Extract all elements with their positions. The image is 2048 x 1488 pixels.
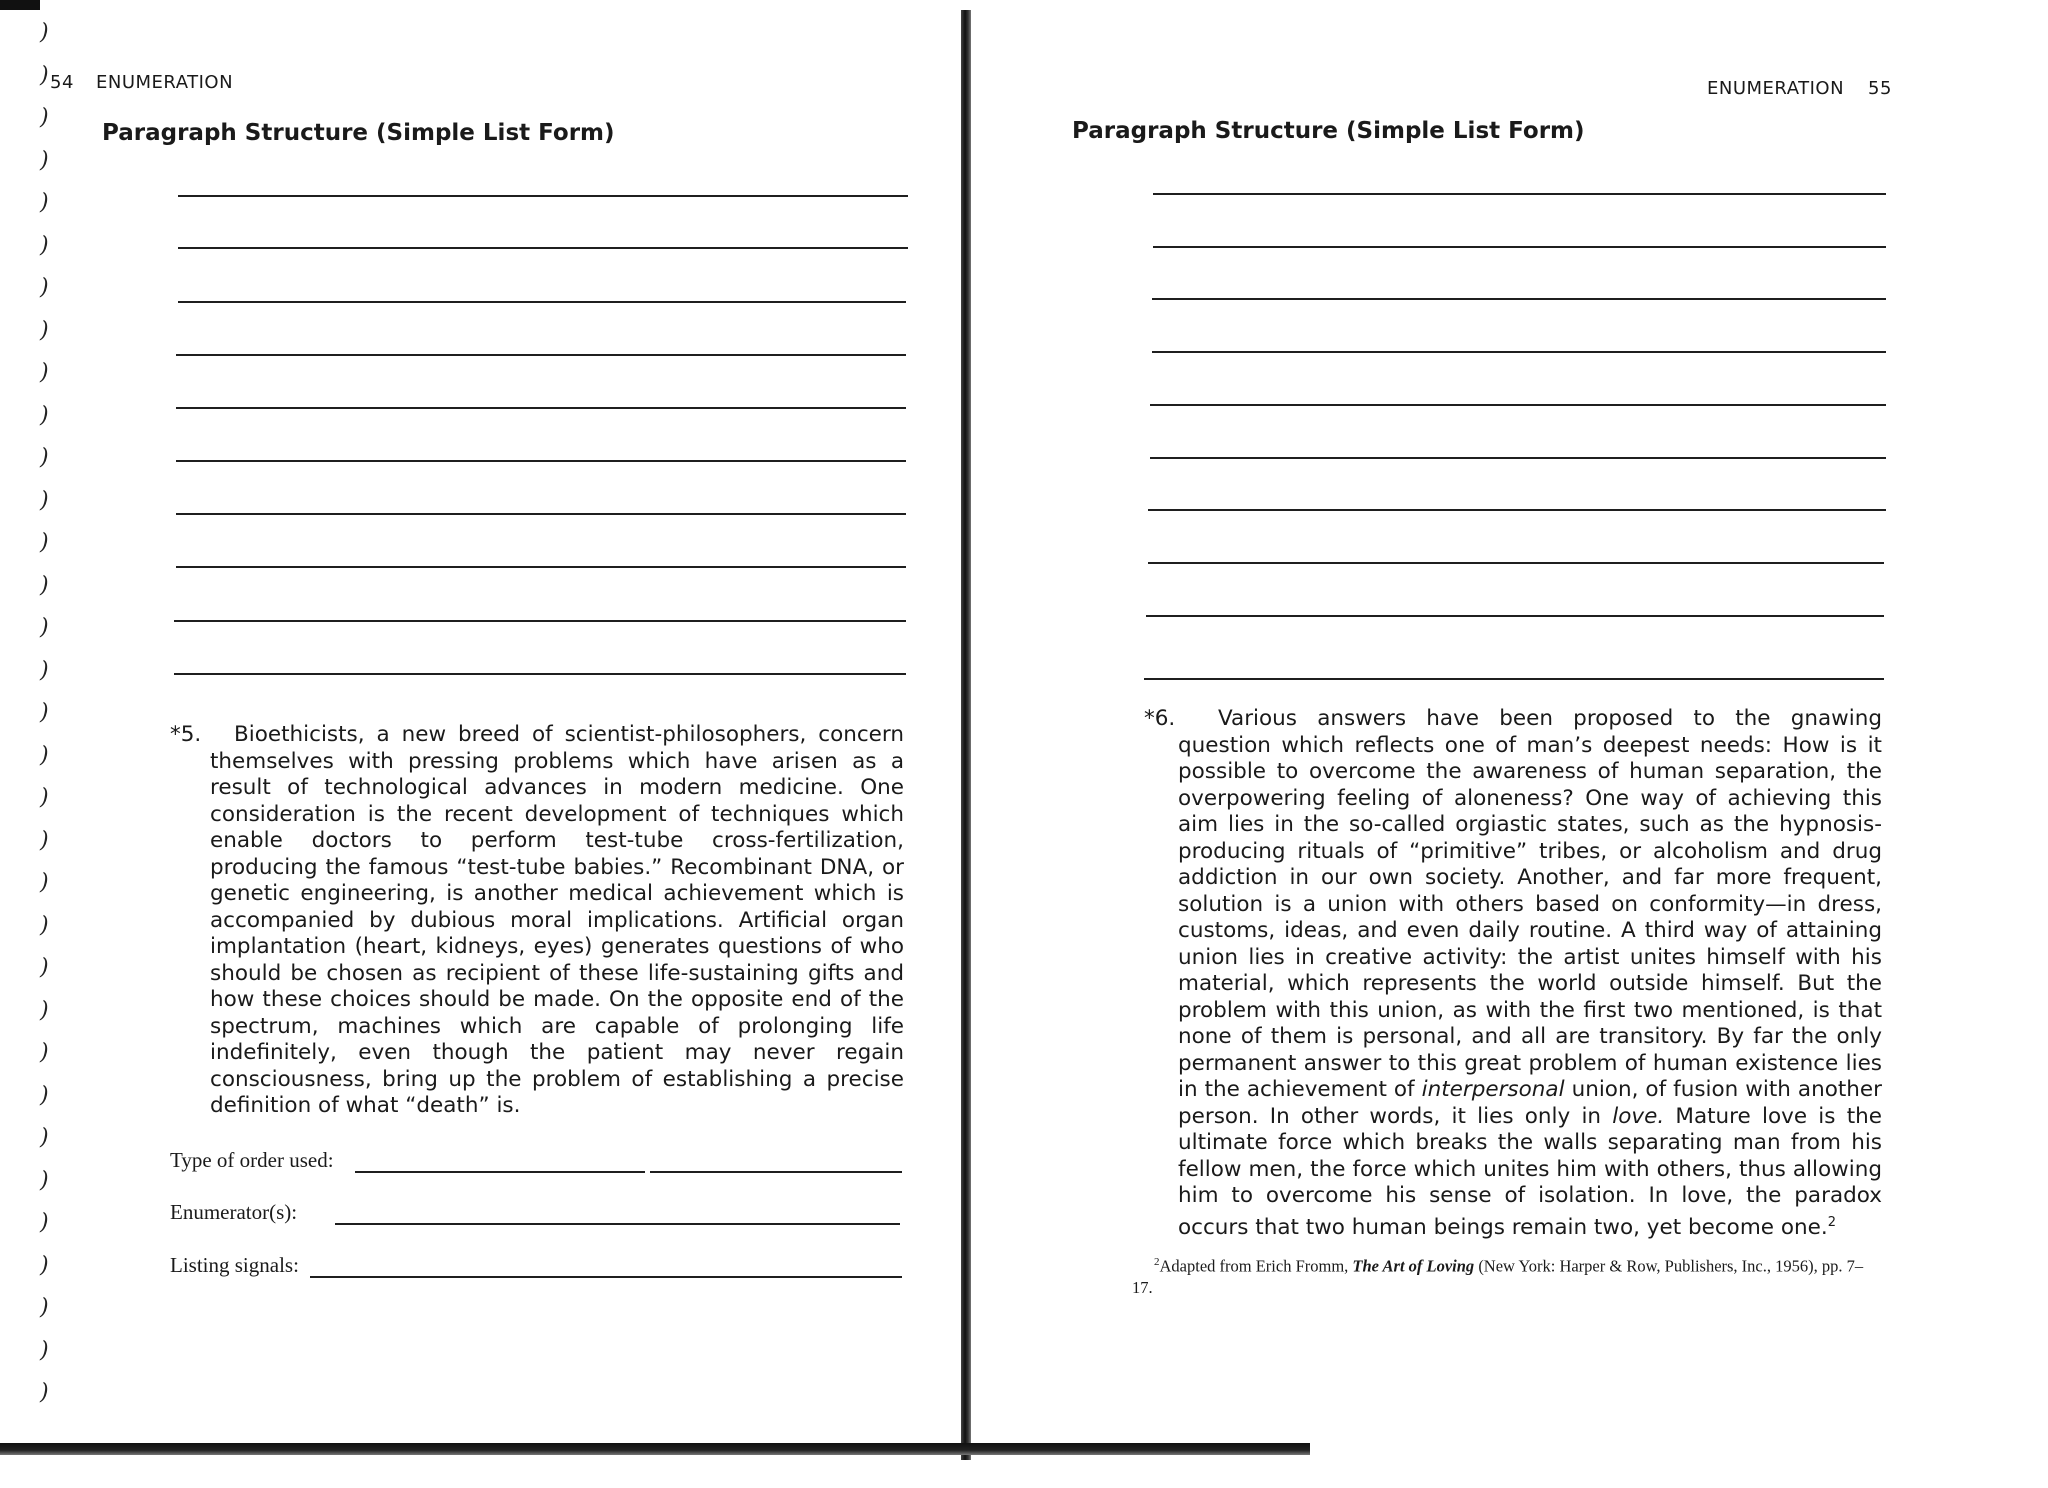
blank-line xyxy=(174,620,906,622)
scan-corner-mark xyxy=(0,0,40,10)
binding-mark: ) xyxy=(40,1295,49,1320)
binding-mark: ) xyxy=(40,1252,49,1278)
binding-mark: ) xyxy=(40,530,49,555)
blank-line xyxy=(176,566,906,568)
enumerator-field-line[interactable] xyxy=(335,1223,900,1225)
order-field-line[interactable] xyxy=(355,1171,645,1173)
enumerator-field-label: Enumerator(s): xyxy=(170,1200,298,1224)
binding-mark: ) xyxy=(40,955,49,980)
blank-line xyxy=(1152,298,1886,300)
binding-mark: ) xyxy=(40,190,49,215)
footnote-text: (New York: Harper & Row, Publishers, Inc., 1956), pp. 7–17. xyxy=(1132,1256,1864,1297)
binding-mark: ) xyxy=(40,402,49,428)
binding-mark: ) xyxy=(40,1082,49,1108)
binding-mark: ) xyxy=(40,1125,49,1150)
binding-mark: ) xyxy=(40,317,49,343)
right-section-heading: Paragraph Structure (Simple List Form) xyxy=(1072,118,1585,144)
binding-mark: ) xyxy=(40,742,49,768)
exercise-text-part: Mature love is the ultimate force which breaks the walls separating man from his fellow men, the force which unites him with others, thus allowing him to overcome his sense of isolation. In love, the paradox occurs that two human beings remain two, yet become one. xyxy=(1178,1103,1882,1240)
right-running-head: ENUMERATION xyxy=(1707,78,1845,99)
exercise-6 xyxy=(1144,706,1882,1241)
binding-mark: ) xyxy=(40,1337,49,1363)
binding-mark: ) xyxy=(40,1040,49,1065)
binding-mark: ) xyxy=(40,785,49,810)
order-field-label: Type of order used: xyxy=(170,1148,334,1172)
blank-line xyxy=(1150,404,1886,406)
exercise-italic-term: love. xyxy=(1612,1103,1665,1129)
signals-field-line[interactable] xyxy=(310,1276,902,1278)
footnote-book-title: The Art of Loving xyxy=(1352,1256,1475,1276)
exercise-number: *5. xyxy=(170,722,202,747)
blank-line xyxy=(176,513,906,515)
blank-line xyxy=(178,247,908,249)
binding-mark: ) xyxy=(40,700,49,725)
exercise-text: Bioethicists, a new breed of scientist-philosophers, concern themselves with pressing problems which have arisen as a result of technological advances in modern medicine. One consideration is the recent development of techniques which enable doctors to perform test-tube cross-fertilization, producing the famous “test-tube babies.” Recombinant DNA, or genetic engineering, is another medical achievement which is accompanied by dubious moral implications. Artificial organ implantation (heart, kidneys, eyes) generates questions of who should be chosen as recipient of these life-sustaining gifts and how these choices should be made. On the opposite end of the spectrum, machines which are capable of prolonging life indefinitely, even though the patient may never regain consciousness, bring up the problem of establishing a precise definition of what “death” is. xyxy=(210,722,904,1118)
order-field-line-2[interactable] xyxy=(650,1171,902,1173)
exercise-5 xyxy=(170,722,904,1120)
binding-mark: ) xyxy=(40,445,49,470)
exercise-text xyxy=(1178,706,1882,1241)
binding-mark: ) xyxy=(40,360,49,385)
binding-mark: ) xyxy=(40,997,49,1023)
blank-line xyxy=(1144,678,1884,680)
binding-mark: ) xyxy=(40,20,49,45)
blank-line xyxy=(1148,562,1884,564)
blank-line xyxy=(1146,615,1884,617)
binding-mark: ) xyxy=(40,870,49,895)
binding-mark: ) xyxy=(40,657,49,683)
binding-mark: ) xyxy=(40,572,49,598)
blank-line xyxy=(1153,193,1886,195)
binding-mark: ) xyxy=(40,1380,49,1405)
page-gutter xyxy=(961,10,971,1460)
footnote-reference: 2 xyxy=(1827,1214,1836,1230)
blank-line xyxy=(1153,246,1886,248)
binding-mark: ) xyxy=(40,487,49,513)
binding-mark: ) xyxy=(40,827,49,853)
binding-mark: ) xyxy=(40,147,49,173)
left-running-head: ENUMERATION xyxy=(96,72,234,93)
binding-mark: ) xyxy=(40,232,49,258)
exercise-italic-term: interpersonal xyxy=(1421,1077,1565,1102)
right-page-number: 55 xyxy=(1868,78,1892,99)
blank-line xyxy=(178,195,908,197)
left-section-heading: Paragraph Structure (Simple List Form) xyxy=(102,120,615,146)
blank-line xyxy=(1152,351,1886,353)
blank-line xyxy=(1148,509,1886,511)
signals-field-label: Listing signals: xyxy=(170,1253,299,1277)
binding-mark: ) xyxy=(40,62,49,88)
exercise-text-part: Various answers have been proposed to the gnawing question which reflects one of man’s deepest needs: How is it possible to overcome the awareness of human separation, the overpowering feeling of aloneness? One way of achieving this aim lies in the so-called orgiastic states, such as the hypnosis-producing rituals of “primitive” tribes, or alcoholism and drug addiction in our own society. Another, and far more frequent, solution is a union with others based on conformity—in dress, customs, ideas, and even daily routine. A third way of attaining union lies in creative activity: the artist unites himself with his material, which represents the world outside himself. But the problem with this union, as with the first two mentioned, is that none of them is personal, and all are transitory. By far the only permanent answer to this great problem of human existence lies in the achievement of xyxy=(1178,706,1882,1102)
binding-mark: ) xyxy=(40,1167,49,1193)
blank-line xyxy=(174,673,906,675)
blank-line xyxy=(178,301,906,303)
binding-mark: ) xyxy=(40,1210,49,1235)
footnote-marker: 2 xyxy=(1154,1256,1160,1268)
footnote-text: Adapted from Erich Fromm, xyxy=(1159,1256,1353,1276)
exercise-text-part: union, of fusion with another person. In other words, it lies only in xyxy=(1178,1077,1882,1129)
blank-line xyxy=(176,460,906,462)
blank-line xyxy=(176,354,906,356)
binding-mark: ) xyxy=(40,912,49,938)
blank-line xyxy=(176,407,906,409)
footnote xyxy=(1132,1252,1872,1298)
blank-line xyxy=(1150,457,1886,459)
binding-mark: ) xyxy=(40,615,49,640)
left-page-number: 54 xyxy=(50,72,74,93)
binding-mark: ) xyxy=(40,275,49,300)
binding-mark: ) xyxy=(40,105,49,130)
exercise-number: *6. xyxy=(1144,706,1176,731)
page-bottom-edge xyxy=(0,1443,1310,1455)
